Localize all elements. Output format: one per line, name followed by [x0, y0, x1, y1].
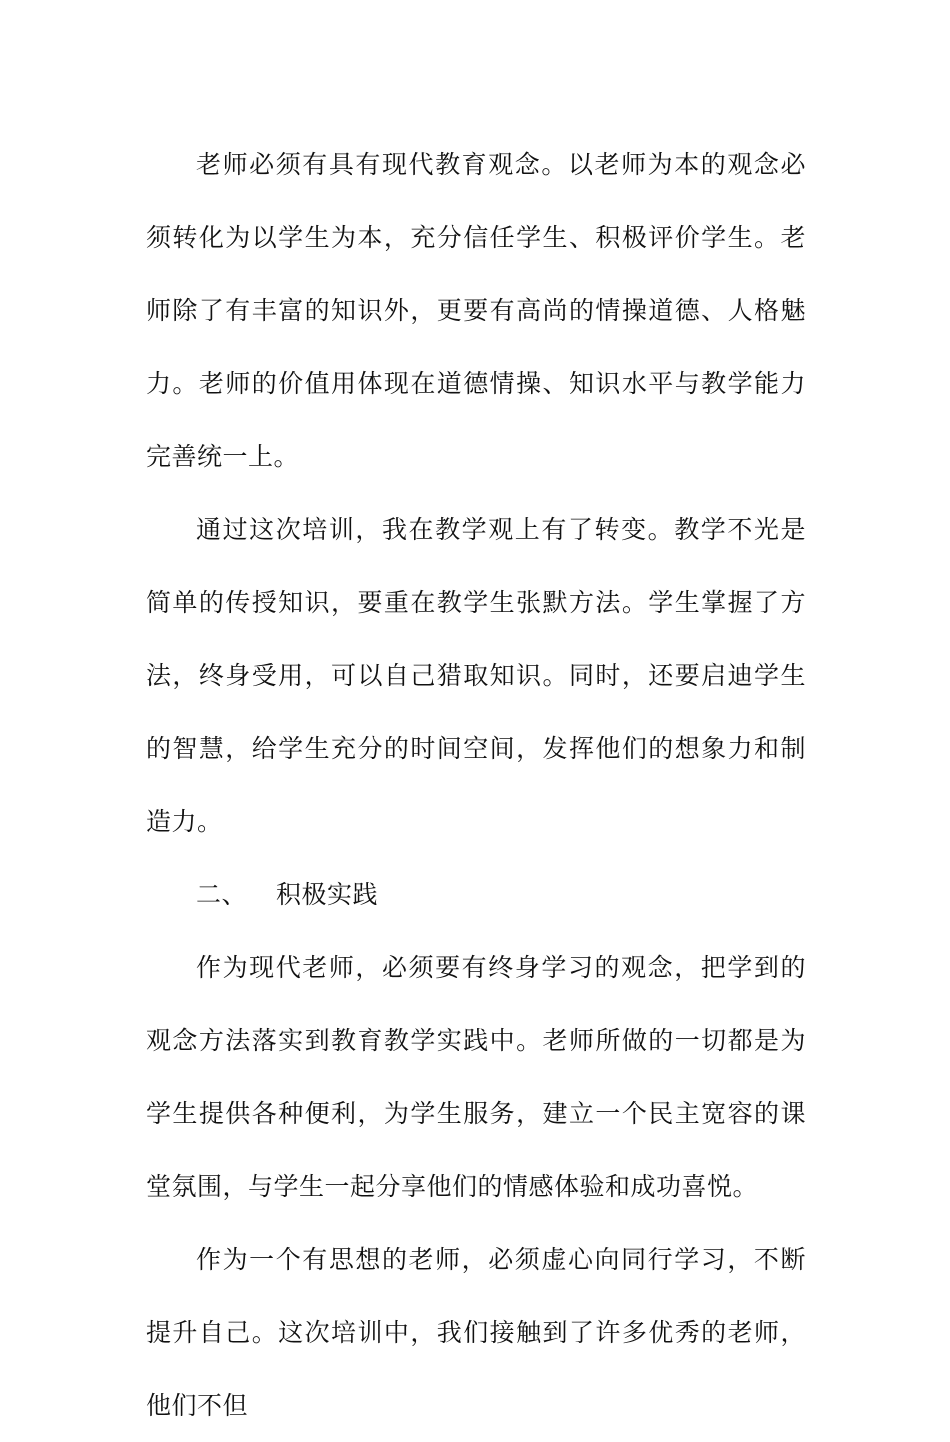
paragraph-3: 作为现代老师，必须要有终身学习的观念，把学到的观念方法落实到教育教学实践中。老师所做的一切都是为学生提供各种便利，为学生服务，建立一个民主宽容的课堂氛围，与学生一起分享他们的情感体验和成功喜悦。 — [146, 953, 806, 1201]
section-heading — [146, 858, 806, 931]
section-number: 二、 — [196, 880, 248, 909]
paragraph-1: 老师必须有具有现代教育观念。以老师为本的观念必须转化为以学生为本，充分信任学生、积极评价学生。老师除了有丰富的知识外，更要有高尚的情操道德、人格魅力。老师的价值用体现在道德情操、知识水平与教学能力完善统一上。 — [146, 150, 806, 471]
paragraph-4: 作为一个有思想的老师，必须虚心向同行学习，不断提升自己。这次培训中，我们接触到了许多优秀的老师，他们不但 — [146, 1245, 806, 1420]
document-body — [146, 128, 806, 1442]
paragraph-2: 通过这次培训，我在教学观上有了转变。教学不光是简单的传授知识，要重在教学生张默方法。学生掌握了方法，终身受用，可以自己猎取知识。同时，还要启迪学生的智慧，给学生充分的时间空间，发挥他们的想象力和制造力。 — [146, 515, 806, 836]
section-title: 积极实践 — [276, 880, 379, 909]
